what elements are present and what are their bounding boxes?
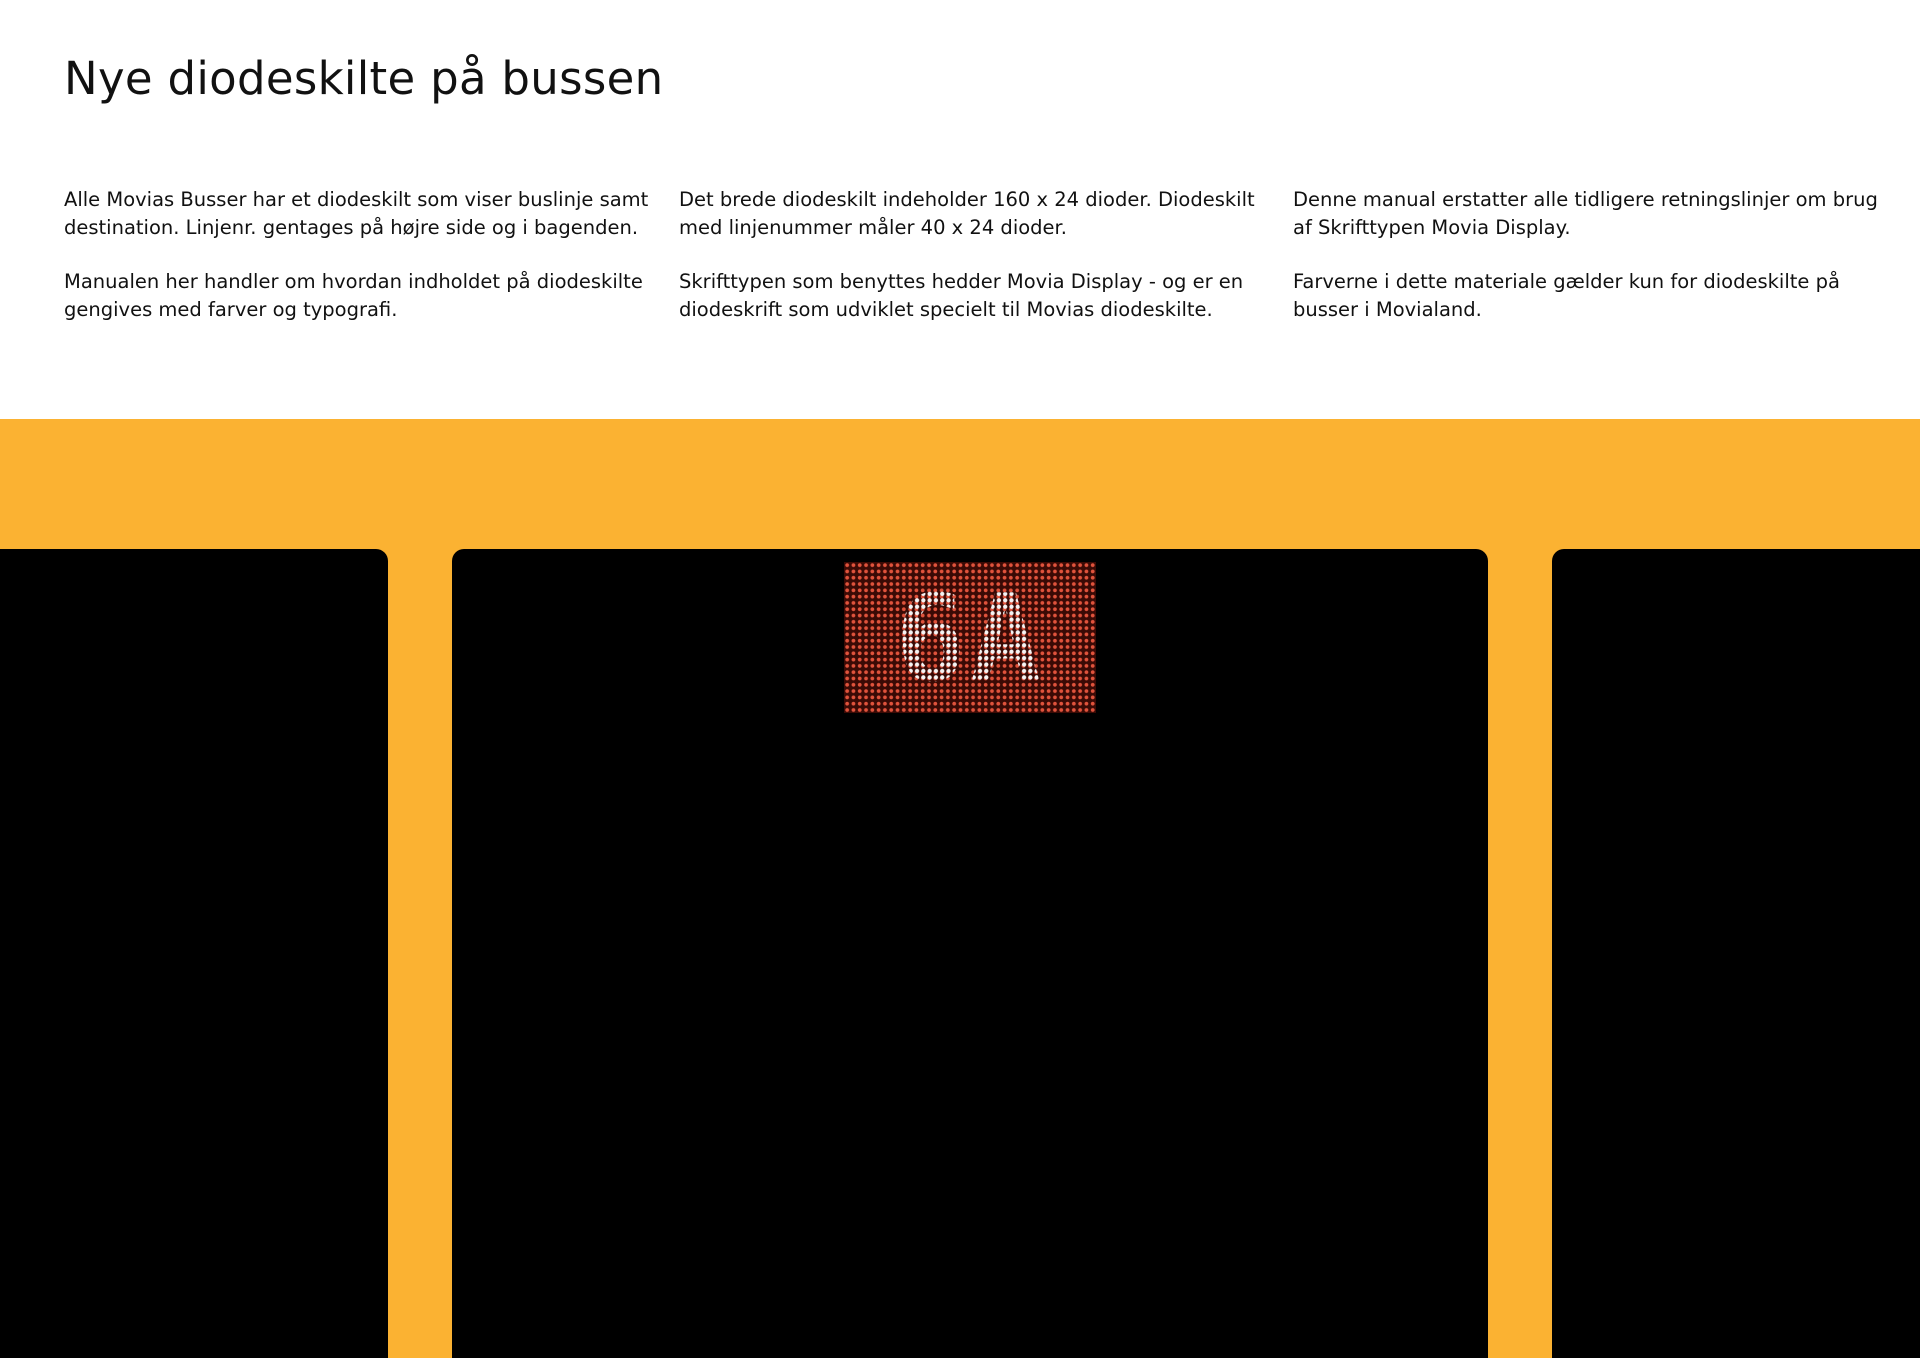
text-column-1 (64, 186, 654, 350)
paragraph: Det brede diodeskilt indeholder 160 x 24 dioder. Diodeskilt med linjenummer måler 40 x 24 dioder. (679, 188, 1255, 239)
paragraph: Alle Movias Busser har et diodeskilt som viser buslinje samt destination. Linjenr. gentages på højre side og i bagenden. (64, 188, 649, 239)
text-column-2 (679, 186, 1269, 350)
paragraph: Skrifttypen som benyttes hedder Movia Display - og er en diodeskrift som udviklet specielt til Movias diodeskilte. (679, 270, 1244, 321)
page-title: Nye diodeskilte på bussen (64, 52, 664, 105)
bus-window-center (452, 549, 1488, 1358)
bus-window-right (1552, 549, 1920, 1358)
text-column-3 (1293, 186, 1883, 350)
paragraph: Farverne i dette materiale gælder kun for diodeskilte på busser i Movialand. (1293, 270, 1840, 321)
line-number-diode-sign (844, 562, 1096, 713)
paragraph: Manualen her handler om hvordan indholdet på diodeskilte gengives med farver og typografi. (64, 270, 643, 321)
line-number: 6A (894, 567, 1046, 708)
bus-front-illustration (0, 419, 1920, 1358)
paragraph: Denne manual erstatter alle tidligere retningslinjer om brug af Skrifttypen Movia Display. (1293, 188, 1878, 239)
bus-window-left (0, 549, 388, 1358)
